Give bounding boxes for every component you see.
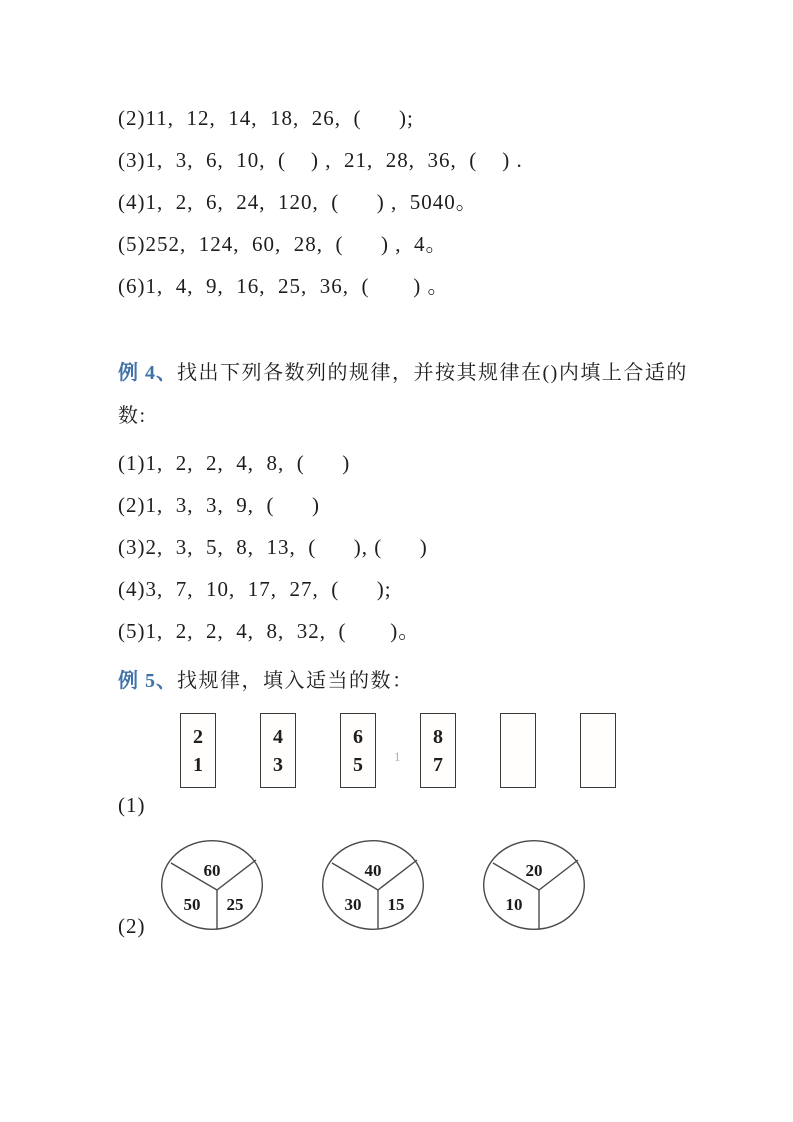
- box-top-number: 8: [433, 725, 443, 748]
- divided-circle: [482, 839, 586, 931]
- box-top-number: 4: [273, 725, 283, 748]
- sequence-line: (2)1, 3, 3, 9, ( ): [118, 493, 320, 517]
- sequence-block-1: [118, 97, 753, 307]
- sequence-line: (5)252, 124, 60, 28, ( ) , 4。: [118, 232, 448, 256]
- box-top-number: 6: [353, 725, 363, 748]
- sequence-line: (3)2, 3, 5, 8, 13, ( ), ( ): [118, 535, 428, 559]
- part2-label: (2): [118, 914, 146, 938]
- sequence-line: (2)11, 12, 14, 18, 26, ( );: [118, 106, 414, 130]
- circle-right-value: 15: [387, 895, 405, 914]
- divider-line: [378, 860, 417, 890]
- example5-heading: [118, 660, 753, 703]
- circle-outline: [162, 841, 263, 930]
- number-box: [420, 713, 456, 788]
- sequence-line: (3)1, 3, 6, 10, ( ) , 21, 28, 36, ( ) .: [118, 148, 523, 172]
- circle-top-value: 40: [364, 861, 382, 880]
- number-box: [180, 713, 216, 788]
- example5-label: 例 5、: [118, 670, 177, 692]
- sequence-line: (4)3, 7, 10, 17, 27, ( );: [118, 577, 392, 601]
- box-bottom-number: 7: [433, 753, 443, 776]
- example4-instruction-line2: 数:: [118, 405, 147, 427]
- divided-circle: [160, 839, 264, 931]
- circle-sequence-row: [118, 839, 753, 938]
- circle-outline: [323, 841, 424, 930]
- box-bottom-number: 5: [353, 753, 363, 776]
- sequence-line: (6)1, 4, 9, 16, 25, 36, ( ) 。: [118, 274, 450, 298]
- example4-instruction-line1: 找出下列各数列的规律，并按其规律在()内填上合适的: [177, 362, 688, 384]
- circle-outline: [484, 841, 585, 930]
- example4-heading: [118, 352, 753, 395]
- circle-top-value: 20: [525, 861, 543, 880]
- divider-line: [539, 860, 578, 890]
- number-box: [340, 713, 376, 788]
- number-box-empty: [500, 713, 536, 788]
- circle-top-value: 60: [203, 861, 221, 880]
- number-box-empty: [580, 713, 616, 788]
- box-bottom-number: 3: [273, 753, 283, 776]
- divided-circle: [321, 839, 425, 931]
- number-box: [260, 713, 296, 788]
- part1-label: (1): [118, 793, 146, 817]
- divider-line: [217, 860, 256, 890]
- sequence-block-2: [118, 442, 753, 652]
- example4-label: 例 4、: [118, 362, 177, 384]
- box-top-number: 2: [193, 725, 203, 748]
- circle-right-value: 25: [226, 895, 244, 914]
- page-number: 1: [394, 749, 401, 764]
- box-bottom-number: 1: [193, 753, 203, 776]
- sequence-line: (4)1, 2, 6, 24, 120, ( ) , 5040。: [118, 190, 478, 214]
- circle-left-value: 10: [505, 895, 523, 914]
- example5-instruction: 找规律，填入适当的数：: [177, 670, 414, 692]
- sequence-line: (5)1, 2, 2, 4, 8, 32, ( )。: [118, 619, 421, 643]
- circle-left-value: 50: [183, 895, 201, 914]
- box-sequence-row: [180, 713, 753, 788]
- sequence-line: (1)1, 2, 2, 4, 8, ( ): [118, 451, 351, 475]
- circle-left-value: 30: [344, 895, 362, 914]
